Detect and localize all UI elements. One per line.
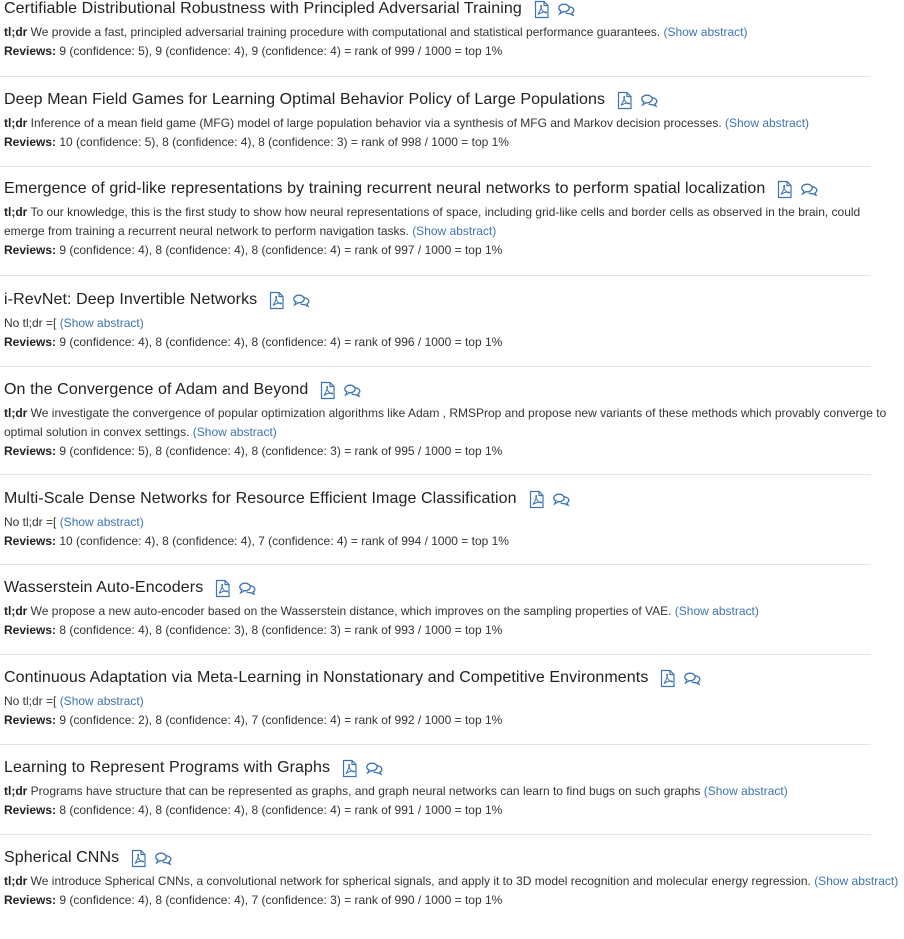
reviews-label: Reviews:	[4, 534, 57, 548]
pdf-icon[interactable]	[131, 850, 146, 867]
tldr-label: tl;dr	[4, 406, 28, 420]
reviews-label: Reviews:	[4, 135, 57, 149]
tldr-label: tl;dr	[4, 784, 28, 798]
tldr-line	[4, 782, 871, 801]
pdf-icon[interactable]	[534, 1, 549, 18]
paper-title-row	[4, 669, 871, 687]
paper-title-row	[4, 291, 871, 309]
tldr-line	[4, 513, 871, 532]
reviews-label: Reviews:	[4, 803, 57, 817]
reviews-text: 9 (confidence: 4), 8 (confidence: 4), 7 (confidence: 3) = rank of 990 / 1000 = top 1%	[56, 893, 503, 907]
show-abstract-link[interactable]: (Show abstract)	[59, 316, 144, 330]
paper-title[interactable]: Learning to Represent Programs with Graphs	[4, 759, 331, 776]
reviews-text: 9 (confidence: 4), 8 (confidence: 4), 8 (confidence: 4) = rank of 997 / 1000 = top 1%	[56, 243, 503, 257]
pdf-icon[interactable]	[269, 292, 284, 309]
pdf-icon[interactable]	[777, 181, 792, 198]
reviews-label: Reviews:	[4, 335, 57, 349]
paper-title-row	[4, 0, 871, 18]
no-tldr-text: No tl;dr =[	[4, 694, 60, 708]
paper-item	[0, 366, 887, 474]
reviews-text: 8 (confidence: 4), 8 (confidence: 4), 8 (confidence: 4) = rank of 991 / 1000 = top 1%	[56, 803, 503, 817]
reviews-text: 9 (confidence: 2), 8 (confidence: 4), 7 (confidence: 4) = rank of 992 / 1000 = top 1%	[56, 713, 503, 727]
reviews-line	[4, 333, 871, 352]
show-abstract-link[interactable]: (Show abstract)	[674, 604, 759, 618]
reviews-text: 9 (confidence: 5), 8 (confidence: 4), 8 (confidence: 3) = rank of 995 / 1000 = top 1%	[56, 444, 503, 458]
tldr-text: To our knowledge, this is the first study to show how neural representations of space, including grid-like cells and border cells as observed in the brain, could emerge from training a recurrent neural network to perform navigation tasks.	[4, 205, 861, 238]
show-abstract-link[interactable]: (Show abstract)	[59, 694, 144, 708]
paper-item	[0, 166, 871, 275]
comments-icon[interactable]	[801, 183, 818, 196]
paper-title[interactable]: Deep Mean Field Games for Learning Optimal Behavior Policy of Large Populations	[4, 91, 606, 108]
show-abstract-link[interactable]: (Show abstract)	[663, 25, 748, 39]
pdf-icon[interactable]	[342, 760, 357, 777]
tldr-line	[4, 872, 904, 891]
paper-title[interactable]: On the Convergence of Adam and Beyond	[4, 381, 309, 398]
tldr-label: tl;dr	[4, 205, 28, 219]
paper-title-row	[4, 180, 871, 198]
tldr-line	[4, 602, 871, 621]
reviews-line	[4, 42, 871, 61]
paper-title-row	[4, 381, 871, 399]
tldr-line	[4, 314, 871, 333]
paper-item	[0, 654, 871, 744]
tldr-line	[4, 404, 904, 442]
paper-title-row	[4, 91, 871, 109]
paper-title[interactable]: Multi-Scale Dense Networks for Resource Efficient Image Classification	[4, 490, 517, 507]
tldr-line	[4, 23, 871, 42]
tldr-line	[4, 203, 904, 241]
comments-icon[interactable]	[558, 3, 575, 16]
comments-icon[interactable]	[293, 294, 310, 307]
comments-icon[interactable]	[684, 672, 701, 685]
tldr-text: We propose a new auto-encoder based on the Wasserstein distance, which improves on the sampling properties of VAE.	[27, 604, 675, 618]
show-abstract-link[interactable]: (Show abstract)	[703, 784, 788, 798]
reviews-label: Reviews:	[4, 44, 57, 58]
tldr-label: tl;dr	[4, 874, 28, 888]
paper-title-row	[4, 579, 871, 597]
paper-title[interactable]: Spherical CNNs	[4, 849, 120, 866]
tldr-text: We provide a fast, principled adversarial training procedure with computational and statistical performance guarantees.	[27, 25, 664, 39]
comments-icon[interactable]	[366, 762, 383, 775]
paper-title[interactable]: i-RevNet: Deep Invertible Networks	[4, 291, 258, 308]
reviews-line	[4, 711, 871, 730]
comments-icon[interactable]	[641, 94, 658, 107]
reviews-line	[4, 891, 871, 910]
tldr-text: We investigate the convergence of popular optimization algorithms like Adam , RMSProp and propose new variants of these methods which provably converge to optimal solution in convex settings.	[4, 406, 887, 439]
reviews-label: Reviews:	[4, 623, 57, 637]
reviews-text: 8 (confidence: 4), 8 (confidence: 3), 8 (confidence: 3) = rank of 993 / 1000 = top 1%	[56, 623, 503, 637]
reviews-line	[4, 133, 871, 152]
tldr-label: tl;dr	[4, 116, 28, 130]
pdf-icon[interactable]	[617, 92, 632, 109]
reviews-line	[4, 801, 871, 820]
comments-icon[interactable]	[344, 384, 361, 397]
reviews-label: Reviews:	[4, 444, 57, 458]
pdf-icon[interactable]	[320, 382, 335, 399]
tldr-line	[4, 114, 871, 133]
pdf-icon[interactable]	[660, 670, 675, 687]
paper-item	[0, 474, 871, 564]
show-abstract-link[interactable]: (Show abstract)	[814, 874, 899, 888]
paper-item	[0, 564, 871, 654]
comments-icon[interactable]	[553, 493, 570, 506]
tldr-text: Inference of a mean field game (MFG) model of large population behavior via a synthesis of MFG and Markov decision processes.	[27, 116, 725, 130]
paper-title-row	[4, 490, 871, 508]
reviews-label: Reviews:	[4, 893, 57, 907]
tldr-line	[4, 692, 871, 711]
tldr-text: Programs have structure that can be represented as graphs, and graph neural networks can learn to find bugs on such graphs	[27, 784, 704, 798]
paper-title-row	[4, 849, 871, 867]
comments-icon[interactable]	[239, 582, 256, 595]
reviews-line	[4, 621, 871, 640]
reviews-line	[4, 442, 871, 461]
reviews-line	[4, 532, 871, 551]
tldr-text: We introduce Spherical CNNs, a convolutional network for spherical signals, and apply it to 3D model recognition and molecular energy regression.	[27, 874, 815, 888]
paper-item	[0, 834, 899, 939]
paper-item	[0, 744, 871, 834]
reviews-text: 9 (confidence: 4), 8 (confidence: 4), 8 (confidence: 4) = rank of 996 / 1000 = top 1%	[56, 335, 503, 349]
show-abstract-link[interactable]: (Show abstract)	[59, 515, 144, 529]
show-abstract-link[interactable]: (Show abstract)	[192, 425, 277, 439]
pdf-icon[interactable]	[215, 580, 230, 597]
no-tldr-text: No tl;dr =[	[4, 316, 60, 330]
paper-item	[0, 76, 871, 166]
show-abstract-link[interactable]: (Show abstract)	[412, 224, 497, 238]
reviews-text: 9 (confidence: 5), 9 (confidence: 4), 9 (confidence: 4) = rank of 999 / 1000 = top 1%	[56, 44, 503, 58]
paper-title[interactable]: Certifiable Distributional Robustness with Principled Adversarial Training	[4, 0, 522, 17]
no-tldr-text: No tl;dr =[	[4, 515, 60, 529]
pdf-icon[interactable]	[529, 491, 544, 508]
reviews-text: 10 (confidence: 4), 8 (confidence: 4), 7 (confidence: 4) = rank of 994 / 1000 = top 1%	[56, 534, 509, 548]
paper-title[interactable]: Continuous Adaptation via Meta-Learning in Nonstationary and Competitive Environments	[4, 669, 649, 686]
tldr-label: tl;dr	[4, 25, 28, 39]
comments-icon[interactable]	[155, 852, 172, 865]
paper-title[interactable]: Emergence of grid-like representations by training recurrent neural networks to perform spatial localization	[4, 180, 766, 197]
reviews-line	[4, 241, 871, 260]
paper-title[interactable]: Wasserstein Auto-Encoders	[4, 579, 204, 596]
reviews-text: 10 (confidence: 5), 8 (confidence: 4), 8 (confidence: 3) = rank of 998 / 1000 = top 1%	[56, 135, 509, 149]
paper-item	[0, 275, 871, 366]
paper-title-row	[4, 759, 871, 777]
show-abstract-link[interactable]: (Show abstract)	[725, 116, 810, 130]
reviews-label: Reviews:	[4, 243, 57, 257]
reviews-label: Reviews:	[4, 713, 57, 727]
paper-item	[0, 0, 871, 76]
tldr-label: tl;dr	[4, 604, 28, 618]
